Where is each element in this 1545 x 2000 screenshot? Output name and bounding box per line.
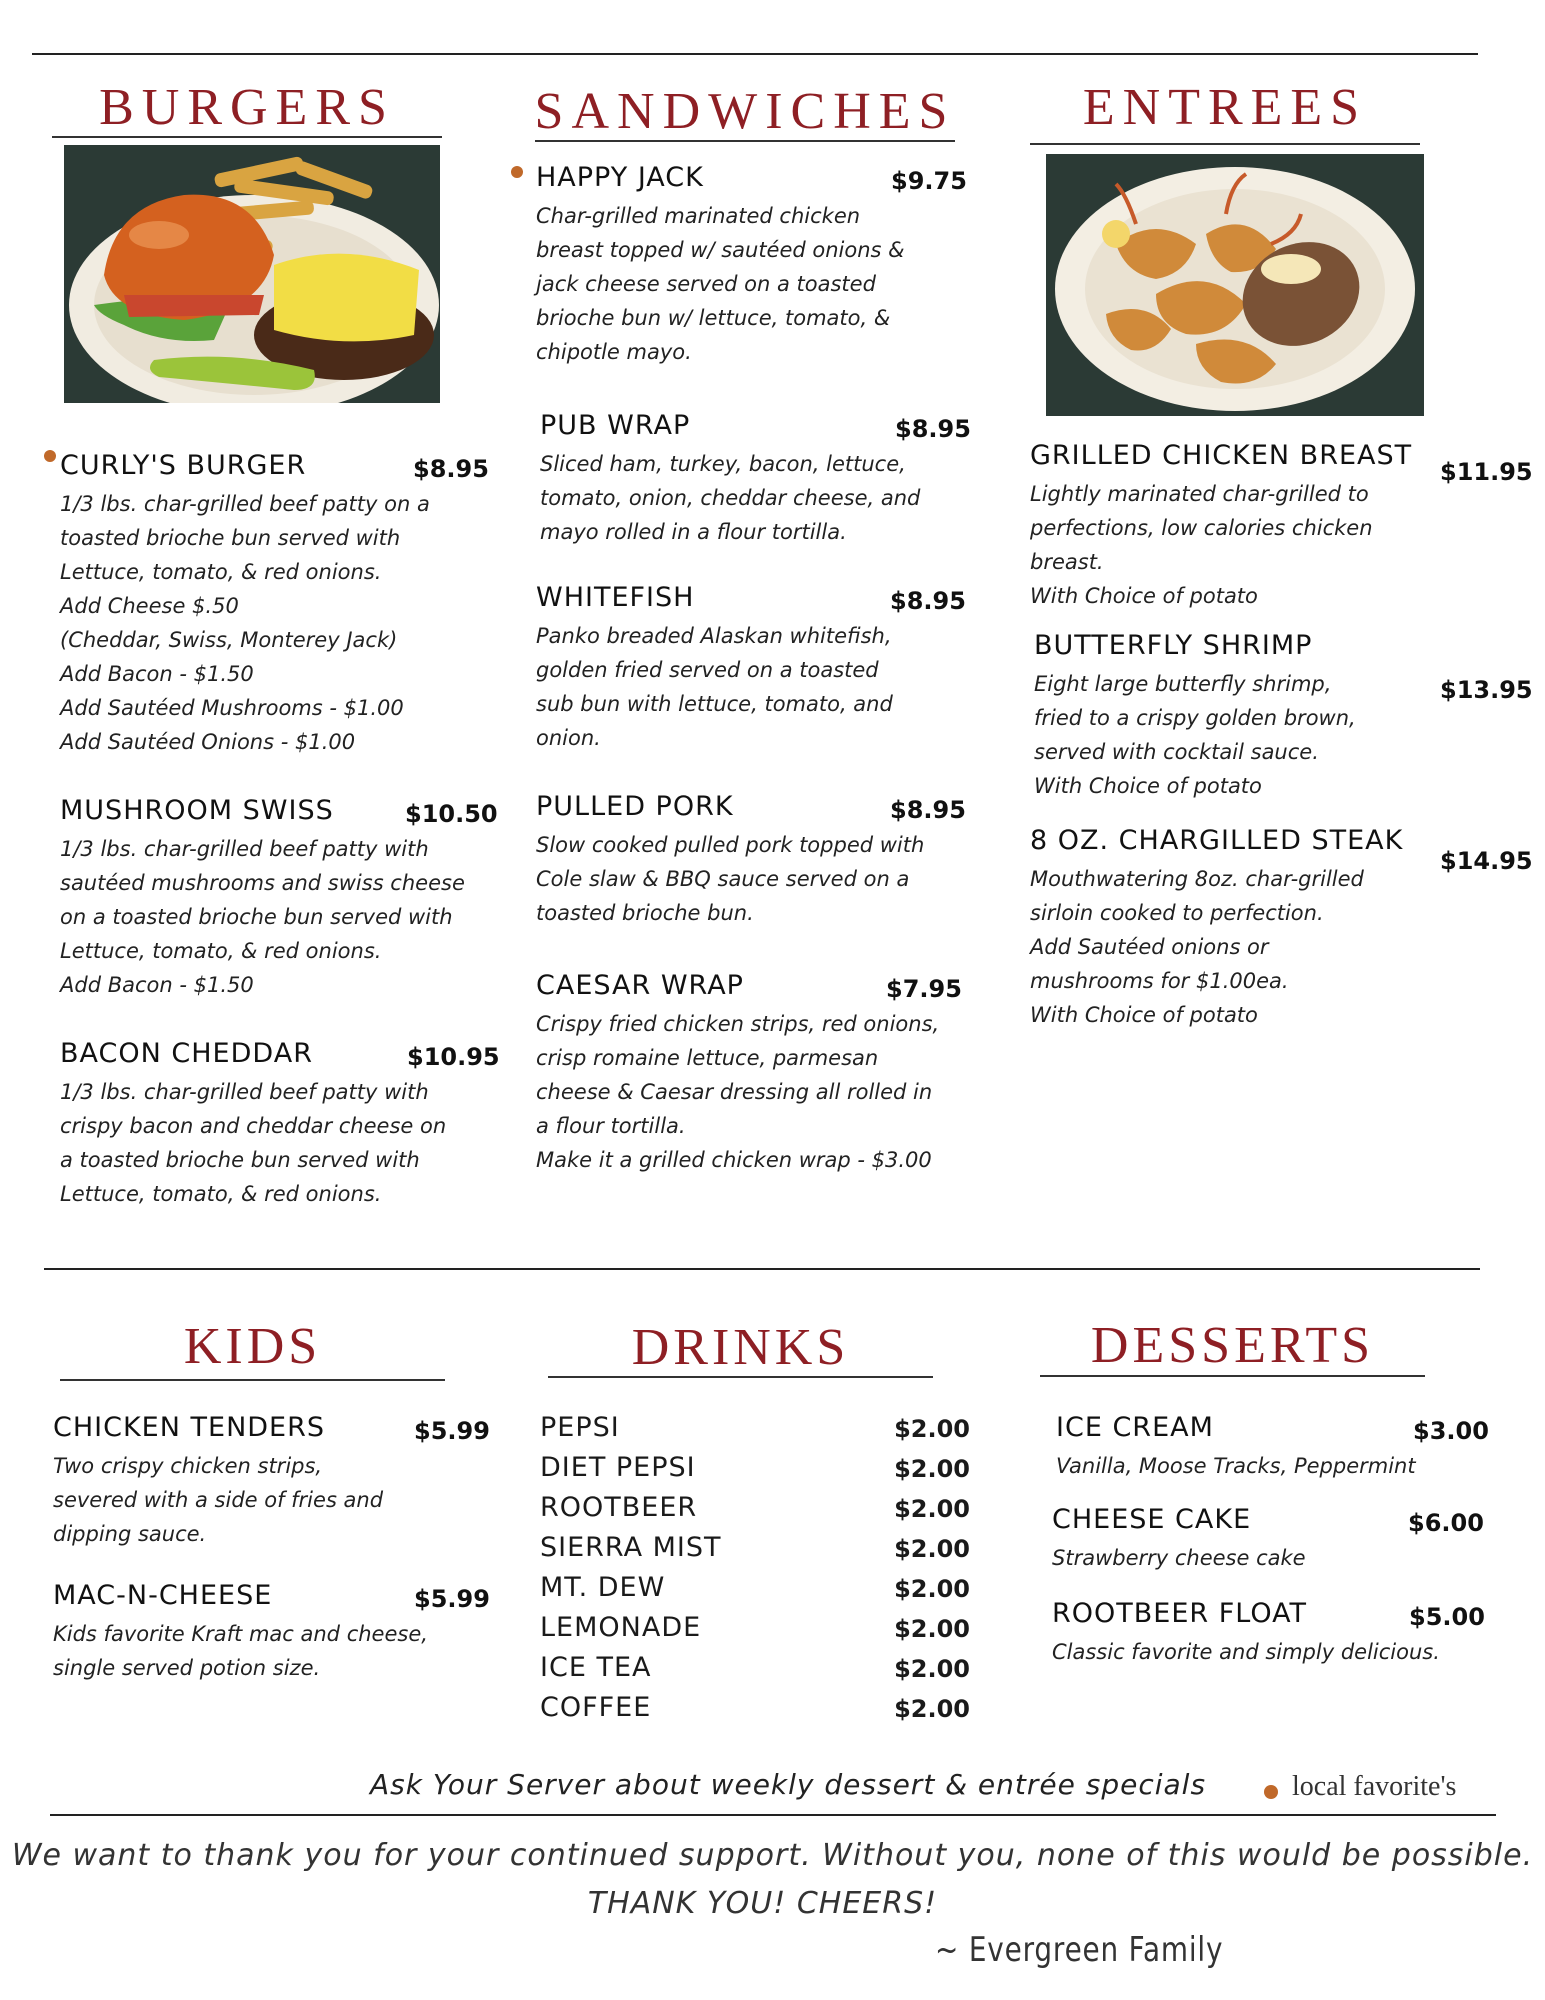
item-name: CHEESE CAKE	[1052, 1504, 1252, 1535]
item-price: $11.95	[1440, 458, 1533, 486]
item-description: 1/3 lbs. char-grilled beef patty with sautéed mushrooms and swiss cheese on a toasted brioche bun served with Lettuce, tomato, & red onions. Add Bacon - $1.50	[60, 837, 465, 997]
item-name: HAPPY JACK	[536, 162, 704, 193]
section-title-desserts: DESSERTS	[1090, 1317, 1375, 1374]
specials-note: Ask Your Server about weekly dessert & entrée specials	[370, 1768, 1207, 1801]
item-price: $5.00	[1409, 1603, 1485, 1631]
drink-name: SIERRA MIST	[540, 1532, 722, 1563]
item-price: $8.95	[413, 455, 489, 483]
drink-row	[540, 1492, 970, 1532]
drink-price: $2.00	[894, 1535, 970, 1563]
signature: ~ Evergreen Family	[935, 1930, 1224, 1970]
item-name: GRILLED CHICKEN BREAST	[1030, 440, 1413, 471]
item-description: Classic favorite and simply delicious.	[1052, 1640, 1440, 1664]
drink-name: LEMONADE	[540, 1612, 702, 1643]
menu-item-mushroom-swiss	[60, 795, 500, 1002]
drink-name: ICE TEA	[540, 1652, 652, 1683]
section-title-sandwiches: SANDWICHES	[534, 83, 956, 140]
item-description: Sliced ham, turkey, bacon, lettuce, tomato, onion, cheddar cheese, and mayo rolled in a flour tortilla.	[540, 452, 921, 544]
local-favorite-dot	[44, 450, 56, 462]
menu-item-pulled-pork	[536, 791, 966, 930]
drink-name: PEPSI	[540, 1412, 620, 1443]
item-description: Vanilla, Moose Tracks, Peppermint	[1056, 1454, 1416, 1478]
drink-row	[540, 1452, 970, 1492]
menu-item-grilled-chicken-breast	[1030, 440, 1533, 613]
item-price: $3.00	[1413, 1417, 1489, 1445]
burgers-title-underline	[52, 136, 442, 138]
local-favorite-dot	[511, 166, 523, 178]
local-favorite-legend: local favorite's	[1292, 1771, 1457, 1802]
drink-price: $2.00	[894, 1495, 970, 1523]
item-name: 8 OZ. CHARGILLED STEAK	[1030, 825, 1404, 856]
drink-row	[540, 1612, 970, 1652]
menu-item-caesar-wrap	[536, 970, 976, 1177]
drink-row	[540, 1692, 970, 1732]
item-description: Strawberry cheese cake	[1052, 1546, 1306, 1570]
item-price: $6.00	[1408, 1509, 1484, 1537]
item-description: Eight large butterfly shrimp, fried to a crispy golden brown, served with cocktail sauce. With Choice of potato	[1034, 672, 1356, 798]
menu-item-chicken-tenders	[53, 1412, 493, 1551]
item-name: ROOTBEER FLOAT	[1052, 1598, 1307, 1629]
item-price: $5.99	[414, 1417, 490, 1445]
item-name: CURLY'S BURGER	[60, 450, 307, 481]
menu-item-ice-cream	[1056, 1412, 1496, 1483]
drink-row	[540, 1532, 970, 1572]
menu-item-rootbeer-float	[1052, 1598, 1492, 1669]
item-name: ICE CREAM	[1056, 1412, 1214, 1443]
item-name: BACON CHEDDAR	[60, 1038, 313, 1069]
item-description: 1/3 lbs. char-grilled beef patty on a toasted brioche bun served with Lettuce, tomato, & red onions. Add Cheese $.50 (Cheddar, Swiss, Monterey Jack) Add Bacon - $1.50 Add Sautéed Mushrooms - $1.00 Add Sautéed Onions - $1.00	[60, 492, 430, 754]
menu-item-butterfly-shrimp	[1034, 630, 1533, 803]
item-name: BUTTERFLY SHRIMP	[1034, 630, 1313, 661]
item-price: $10.95	[407, 1043, 500, 1071]
top-divider	[32, 53, 1478, 55]
item-price: $8.95	[890, 796, 966, 824]
drink-price: $2.00	[894, 1695, 970, 1723]
drink-price: $2.00	[894, 1455, 970, 1483]
thank-you-cheers: THANK YOU! CHEERS!	[587, 1886, 938, 1921]
item-description: Crispy fried chicken strips, red onions, crisp romaine lettuce, parmesan cheese & Caesar dressing all rolled in a flour tortilla. Make it a grilled chicken wrap - $3.00	[536, 1012, 940, 1172]
drinks-title-underline	[548, 1376, 933, 1378]
drink-price: $2.00	[894, 1655, 970, 1683]
item-name: WHITEFISH	[536, 582, 695, 613]
menu-item-chargrilled-steak	[1030, 825, 1533, 1032]
drink-name: DIET PEPSI	[540, 1452, 696, 1483]
item-description: Two crispy chicken strips, severed with a side of fries and dipping sauce.	[53, 1454, 384, 1546]
entrees-title-underline	[1030, 143, 1420, 145]
item-price: $8.95	[895, 415, 971, 443]
section-title-entrees: ENTREES	[1082, 79, 1368, 136]
menu-item-pub-wrap	[540, 410, 970, 549]
item-price: $9.75	[891, 167, 967, 195]
item-price: $7.95	[886, 975, 962, 1003]
item-price: $10.50	[405, 800, 498, 828]
sandwiches-title-underline	[535, 140, 955, 142]
item-description: Char-grilled marinated chicken breast topped w/ sautéed onions & jack cheese served on a toasted brioche bun w/ lettuce, tomato, & chipotle mayo.	[536, 204, 905, 364]
drink-price: $2.00	[894, 1415, 970, 1443]
local-favorite-legend-dot	[1264, 1785, 1278, 1799]
section-title-burgers: BURGERS	[99, 79, 395, 136]
menu-item-happy-jack	[536, 162, 966, 369]
desserts-title-underline	[1040, 1375, 1425, 1377]
item-price: $5.99	[414, 1585, 490, 1613]
item-description: Kids favorite Kraft mac and cheese, single served potion size.	[53, 1622, 428, 1680]
menu-item-mac-n-cheese	[53, 1580, 493, 1685]
menu-item-cheese-cake	[1052, 1504, 1492, 1575]
shrimp-photo	[1046, 154, 1424, 416]
item-description: Lightly marinated char-grilled to perfections, low calories chicken breast. With Choice of potato	[1030, 482, 1373, 608]
item-description: Panko breaded Alaskan whitefish, golden fried served on a toasted sub bun with lettuce, tomato, and onion.	[536, 624, 893, 750]
drink-row	[540, 1412, 970, 1452]
drink-row	[540, 1652, 970, 1692]
item-price: $14.95	[1440, 847, 1533, 875]
item-name: CHICKEN TENDERS	[53, 1412, 326, 1443]
drink-name: COFFEE	[540, 1692, 652, 1723]
item-name: MAC-N-CHEESE	[53, 1580, 273, 1611]
item-description: 1/3 lbs. char-grilled beef patty with crispy bacon and cheddar cheese on a toasted brioche bun served with Lettuce, tomato, & red onions.	[60, 1080, 447, 1206]
item-name: MUSHROOM SWISS	[60, 795, 334, 826]
item-description: Slow cooked pulled pork topped with Cole slaw & BBQ sauce served on a toasted brioche bun.	[536, 833, 925, 925]
item-description: Mouthwatering 8oz. char-grilled sirloin cooked to perfection. Add Sautéed onions or mushrooms for $1.00ea. With Choice of potato	[1030, 867, 1364, 1027]
thank-you-message: We want to thank you for your continued support. Without you, none of this would be possible.	[11, 1838, 1534, 1873]
middle-divider	[44, 1268, 1480, 1270]
burger-photo	[64, 145, 440, 403]
drink-name: ROOTBEER	[540, 1492, 698, 1523]
kids-title-underline	[60, 1379, 445, 1381]
item-name: PUB WRAP	[540, 410, 691, 441]
footer-divider	[50, 1814, 1496, 1816]
drink-name: MT. DEW	[540, 1572, 666, 1603]
item-price: $8.95	[890, 587, 966, 615]
section-title-kids: KIDS	[183, 1318, 322, 1375]
drink-row	[540, 1572, 970, 1612]
drink-price: $2.00	[894, 1615, 970, 1643]
drink-price: $2.00	[894, 1575, 970, 1603]
menu-item-whitefish	[536, 582, 966, 755]
section-title-drinks: DRINKS	[631, 1319, 850, 1376]
menu-item-bacon-cheddar	[60, 1038, 500, 1211]
menu-item-curlys-burger	[60, 450, 489, 759]
item-price: $13.95	[1440, 676, 1533, 704]
item-name: PULLED PORK	[536, 791, 734, 822]
item-name: CAESAR WRAP	[536, 970, 744, 1001]
